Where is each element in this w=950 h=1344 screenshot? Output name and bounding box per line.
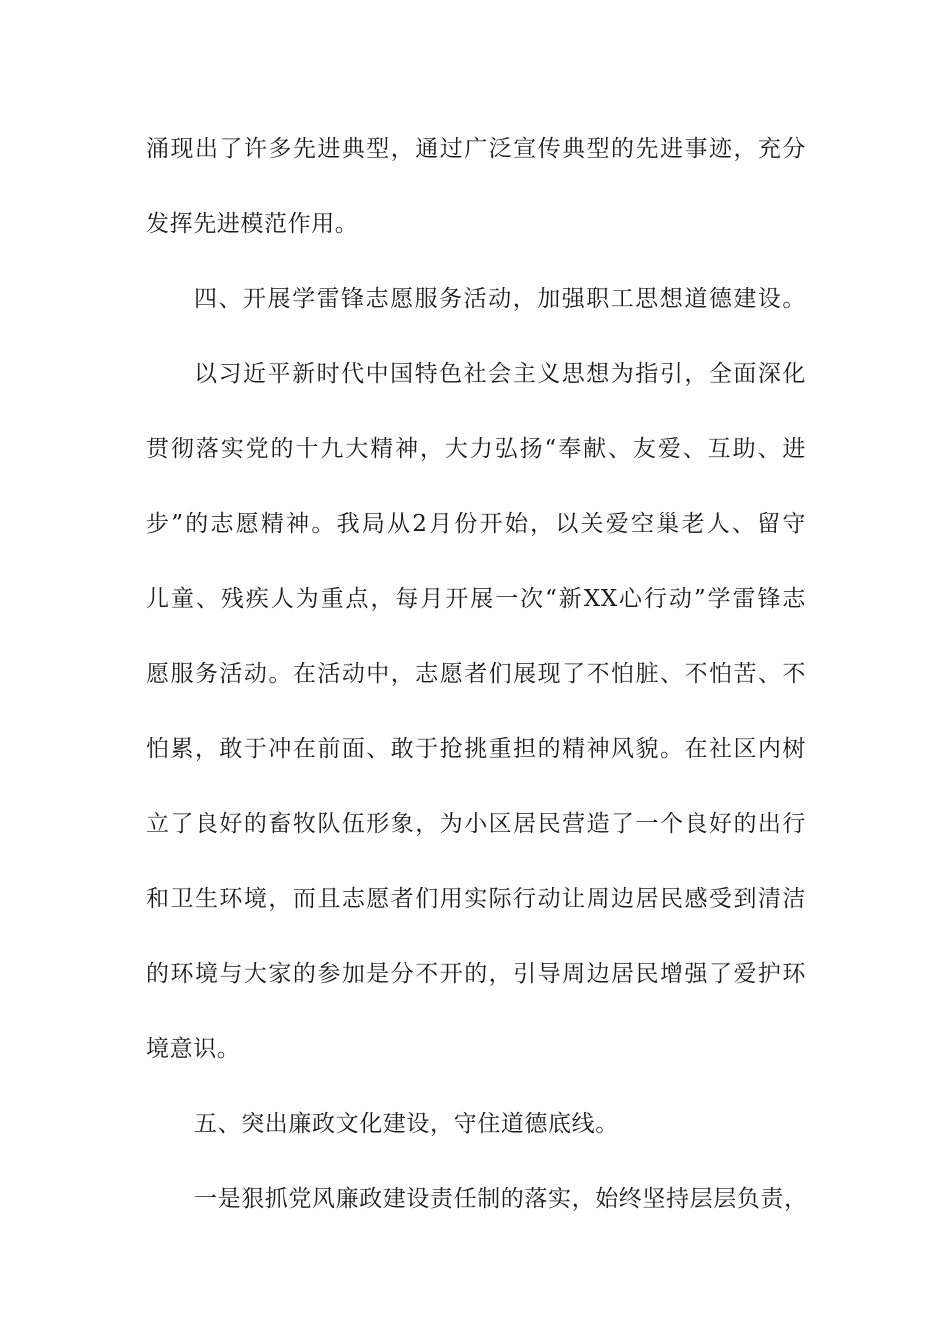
paragraph-line: 怕累，敢于冲在前面、敢于抢挑重担的精神风貌。在社区内树 [146, 736, 806, 762]
paragraph-line: 愿服务活动。在活动中，志愿者们展现了不怕脏、不怕苦、不 [146, 661, 806, 687]
section-heading-five: 五、突出廉政文化建设，守住道德底线。 [194, 1111, 619, 1137]
paragraph-line: 的环境与大家的参加是分不开的，引导周边居民增强了爱护环 [146, 961, 806, 987]
section-heading-four: 四、开展学雷锋志愿服务活动，加强职工思想道德建设。 [194, 286, 806, 312]
paragraph-line: 发挥先进模范作用。 [146, 211, 359, 237]
paragraph-line: 贯彻落实党的十九大精神，大力弘扬“奉献、友爱、互助、进 [146, 436, 806, 462]
paragraph-line: 境意识。 [146, 1036, 241, 1062]
paragraph-line: 儿童、残疾人为重点，每月开展一次“新XX心行动”学雷锋志 [146, 586, 806, 612]
paragraph-line: 和卫生环境，而且志愿者们用实际行动让周边居民感受到清洁 [146, 886, 806, 912]
paragraph-line: 一是狠抓党风廉政建设责任制的落实，始终坚持层层负责， [194, 1186, 808, 1212]
paragraph-line: 立了良好的畜牧队伍形象，为小区居民营造了一个良好的出行 [146, 811, 806, 837]
paragraph-line: 以习近平新时代中国特色社会主义思想为指引，全面深化 [194, 361, 806, 387]
paragraph-line: 步”的志愿精神。我局从2月份开始，以关爱空巢老人、留守 [146, 511, 806, 537]
paragraph-line: 涌现出了许多先进典型，通过广泛宣传典型的先进事迹，充分 [146, 136, 806, 162]
